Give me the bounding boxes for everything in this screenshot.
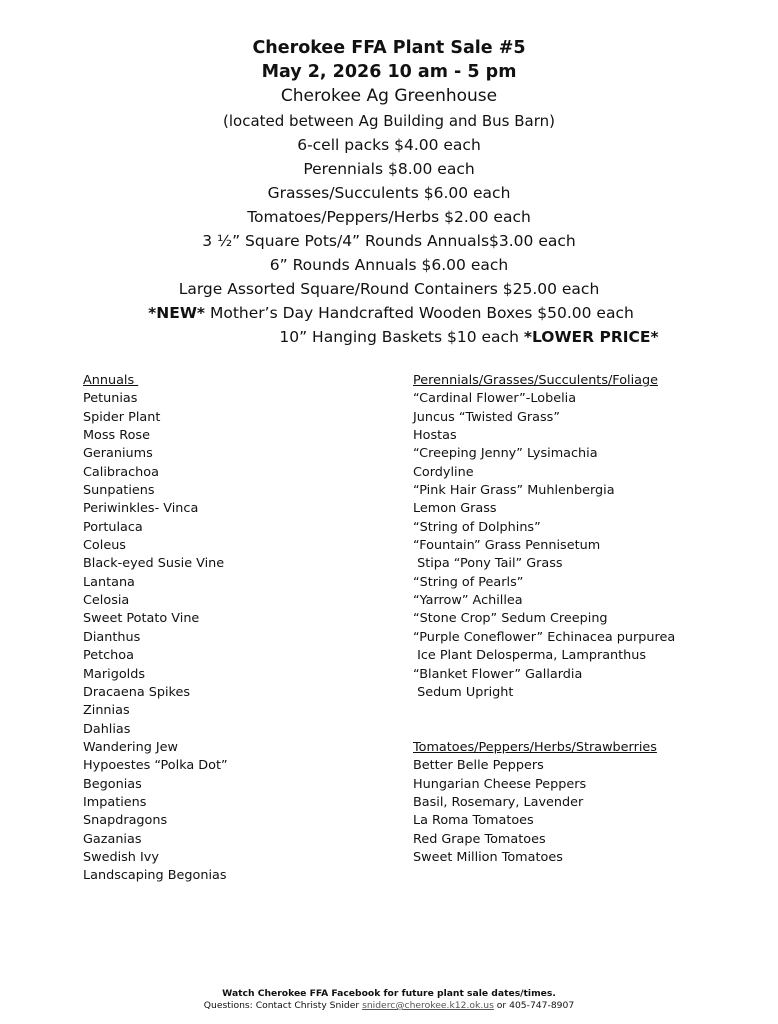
price-line: 6-cell packs $4.00 each	[297, 136, 481, 154]
contact-phone: or 405-747-8907	[493, 1000, 575, 1011]
section-spacer	[413, 702, 675, 739]
list-item: Petunias	[83, 391, 138, 407]
list-item: “Stone Crop” Sedum Creeping	[413, 611, 608, 627]
list-item: Landscaping Begonias	[83, 868, 227, 884]
list-item: Sunpatiens	[83, 483, 155, 499]
list-item: Gazanias	[83, 831, 142, 847]
price-line: Tomatoes/Peppers/Herbs $2.00 each	[247, 208, 531, 226]
list-item: Swedish Ivy	[83, 849, 159, 865]
lower-price-text: 10” Hanging Baskets $10 each	[279, 328, 524, 346]
price-line: Grasses/Succulents $6.00 each	[267, 184, 511, 202]
list-item: Juncus “Twisted Grass”	[413, 409, 560, 425]
contact-email-link[interactable]: sniderc@cherokee.k12.ok.us	[362, 1000, 494, 1011]
annuals-column	[83, 372, 228, 886]
list-item: “String of Pearls”	[413, 574, 524, 590]
list-item: Marigolds	[83, 666, 145, 682]
list-item: Better Belle Peppers	[413, 758, 544, 774]
list-item: “Creeping Jenny” Lysimachia	[413, 446, 598, 462]
contact-prefix: Questions: Contact Christy Snider	[203, 1000, 363, 1011]
list-item: Wandering Jew	[83, 739, 179, 755]
list-item: Impatiens	[83, 794, 147, 810]
list-item: Coleus	[83, 538, 126, 554]
list-item: Snapdragons	[83, 813, 168, 829]
list-item: Basil, Rosemary, Lavender	[413, 794, 584, 810]
footer-facebook-note: Watch Cherokee FFA Facebook for future plant sale dates/times.	[222, 988, 556, 999]
new-badge: *NEW*	[148, 304, 206, 322]
list-item: Sweet Million Tomatoes	[413, 849, 563, 865]
list-item: Hypoestes “Polka Dot”	[83, 758, 228, 774]
list-item: Petchoa	[83, 648, 134, 664]
list-item: “Purple Coneflower” Echinacea purpurea	[413, 629, 676, 645]
event-date-time: May 2, 2026 10 am - 5 pm	[261, 62, 517, 82]
list-item: “Pink Hair Grass” Muhlenbergia	[413, 483, 615, 499]
list-item: Portulaca	[83, 519, 143, 535]
list-item: Dianthus	[83, 629, 141, 645]
list-item: Hungarian Cheese Peppers	[413, 776, 587, 792]
right-column	[413, 372, 675, 867]
vegetables-list	[413, 757, 675, 867]
list-item: “Fountain” Grass Pennisetum	[413, 538, 601, 554]
event-venue: Cherokee Ag Greenhouse	[280, 86, 498, 106]
list-item: Dahlias	[83, 721, 131, 737]
list-item: “String of Dolphins”	[413, 519, 541, 535]
list-item: Cordyline	[413, 464, 474, 480]
list-item: Periwinkles- Vinca	[83, 501, 199, 517]
list-item: Spider Plant	[83, 409, 161, 425]
lower-price-line	[0, 325, 778, 349]
list-item: “Yarrow” Achillea	[413, 593, 523, 609]
price-line: Perennials $8.00 each	[303, 160, 475, 178]
list-item: Celosia	[83, 593, 130, 609]
footer-contact	[0, 1000, 778, 1012]
flyer-header	[0, 36, 778, 349]
new-item-line	[0, 301, 778, 325]
list-item: Begonias	[83, 776, 142, 792]
lower-price-badge: *LOWER PRICE*	[523, 328, 659, 346]
vegetables-heading: Tomatoes/Peppers/Herbs/Strawberries	[413, 739, 657, 755]
list-item: La Roma Tomatoes	[413, 813, 534, 829]
perennials-heading: Perennials/Grasses/Succulents/Foliage	[413, 373, 658, 388]
price-line: Large Assorted Square/Round Containers $25.00 each	[178, 280, 600, 298]
list-item: Sedum Upright	[413, 684, 514, 700]
list-item: Geraniums	[83, 446, 153, 462]
list-item: Calibrachoa	[83, 464, 159, 480]
list-item: Sweet Potato Vine	[83, 611, 200, 627]
perennials-list	[413, 390, 675, 702]
annuals-heading: Annuals	[83, 373, 139, 388]
list-item: Red Grape Tomatoes	[413, 831, 546, 847]
list-item: “Cardinal Flower”-Lobelia	[413, 391, 577, 407]
price-line: 3 ½” Square Pots/4” Rounds Annuals$3.00 each	[202, 232, 576, 250]
new-item-text: Mother’s Day Handcrafted Wooden Boxes $50.00 each	[205, 304, 634, 322]
list-item: Ice Plant Delosperma, Lampranthus	[413, 648, 647, 664]
list-item: Lantana	[83, 574, 135, 590]
annuals-list	[83, 390, 228, 885]
page-title: Cherokee FFA Plant Sale #5	[252, 38, 526, 58]
list-item: Lemon Grass	[413, 501, 497, 517]
list-item: Black-eyed Susie Vine	[83, 556, 225, 572]
location-note: (located between Ag Building and Bus Barn)	[223, 112, 555, 130]
footer	[0, 988, 778, 1012]
price-line: 6” Rounds Annuals $6.00 each	[269, 256, 509, 274]
list-item: “Blanket Flower” Gallardia	[413, 666, 583, 682]
list-item: Zinnias	[83, 703, 130, 719]
list-item: Moss Rose	[83, 428, 150, 444]
list-item: Dracaena Spikes	[83, 684, 191, 700]
list-item: Stipa “Pony Tail” Grass	[413, 556, 563, 572]
list-item: Hostas	[413, 428, 457, 444]
